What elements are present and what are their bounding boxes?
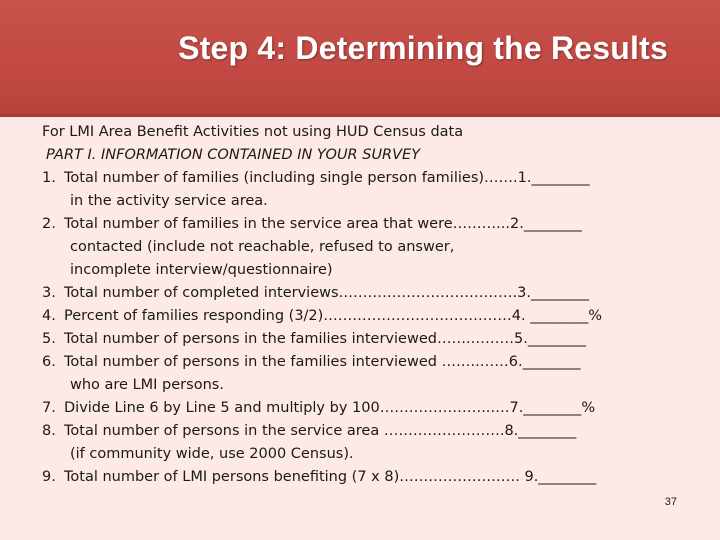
item-number: 4.	[42, 308, 56, 324]
page-number: 37	[664, 496, 677, 508]
list-item	[42, 328, 702, 351]
list-item	[42, 282, 702, 305]
list-item	[42, 213, 702, 236]
item-number: 8.	[42, 423, 56, 439]
item-text: Percent of families responding (3/2)…………………………………4. ________%	[64, 308, 603, 324]
item-continuation: who are LMI persons.	[70, 377, 224, 393]
item-text: Total number of persons in the families interviewed…….………5.________	[64, 331, 586, 347]
item-number: 1.	[42, 170, 56, 186]
item-text: Divide Line 6 by Line 5 and multiply by 100…………………..….7.________%	[64, 400, 596, 416]
list-item	[42, 351, 702, 374]
item-continuation: contacted (include not reachable, refused to answer,	[70, 239, 455, 255]
item-number: 9.	[42, 469, 56, 485]
item-number: 7.	[42, 400, 56, 416]
list-item	[42, 420, 702, 443]
list-item	[42, 167, 702, 190]
slide-header	[0, 0, 720, 117]
part-heading: PART I. INFORMATION CONTAINED IN YOUR SURVEY	[46, 147, 421, 163]
list-item	[42, 466, 702, 489]
slide-title: Step 4: Determining the Results	[178, 30, 668, 66]
item-continuation: in the activity service area.	[70, 193, 268, 209]
item-continuation: incomplete interview/questionnaire)	[70, 262, 333, 278]
item-text: Total number of families (including single person families)…….1.________	[64, 170, 590, 186]
list-item	[42, 305, 702, 328]
item-number: 3.	[42, 285, 56, 301]
item-text: Total number of persons in the families interviewed ……..……6.________	[64, 354, 581, 370]
item-continuation: (if community wide, use 2000 Census).	[70, 446, 354, 462]
item-text: Total number of completed interviews……………………………….3.________	[64, 285, 589, 301]
item-number: 5.	[42, 331, 56, 347]
item-number: 6.	[42, 354, 56, 370]
intro-text: For LMI Area Benefit Activities not using HUD Census data	[42, 124, 464, 140]
item-text: Total number of persons in the service area …………………….8.________	[64, 423, 577, 439]
item-text: Total number of LMI persons benefiting (7 x 8)……………………. 9.________	[64, 469, 597, 485]
item-number: 2.	[42, 216, 56, 232]
list-item	[42, 397, 702, 420]
item-text: Total number of families in the service area that were………...2.________	[64, 216, 582, 232]
slide-body	[42, 121, 702, 489]
